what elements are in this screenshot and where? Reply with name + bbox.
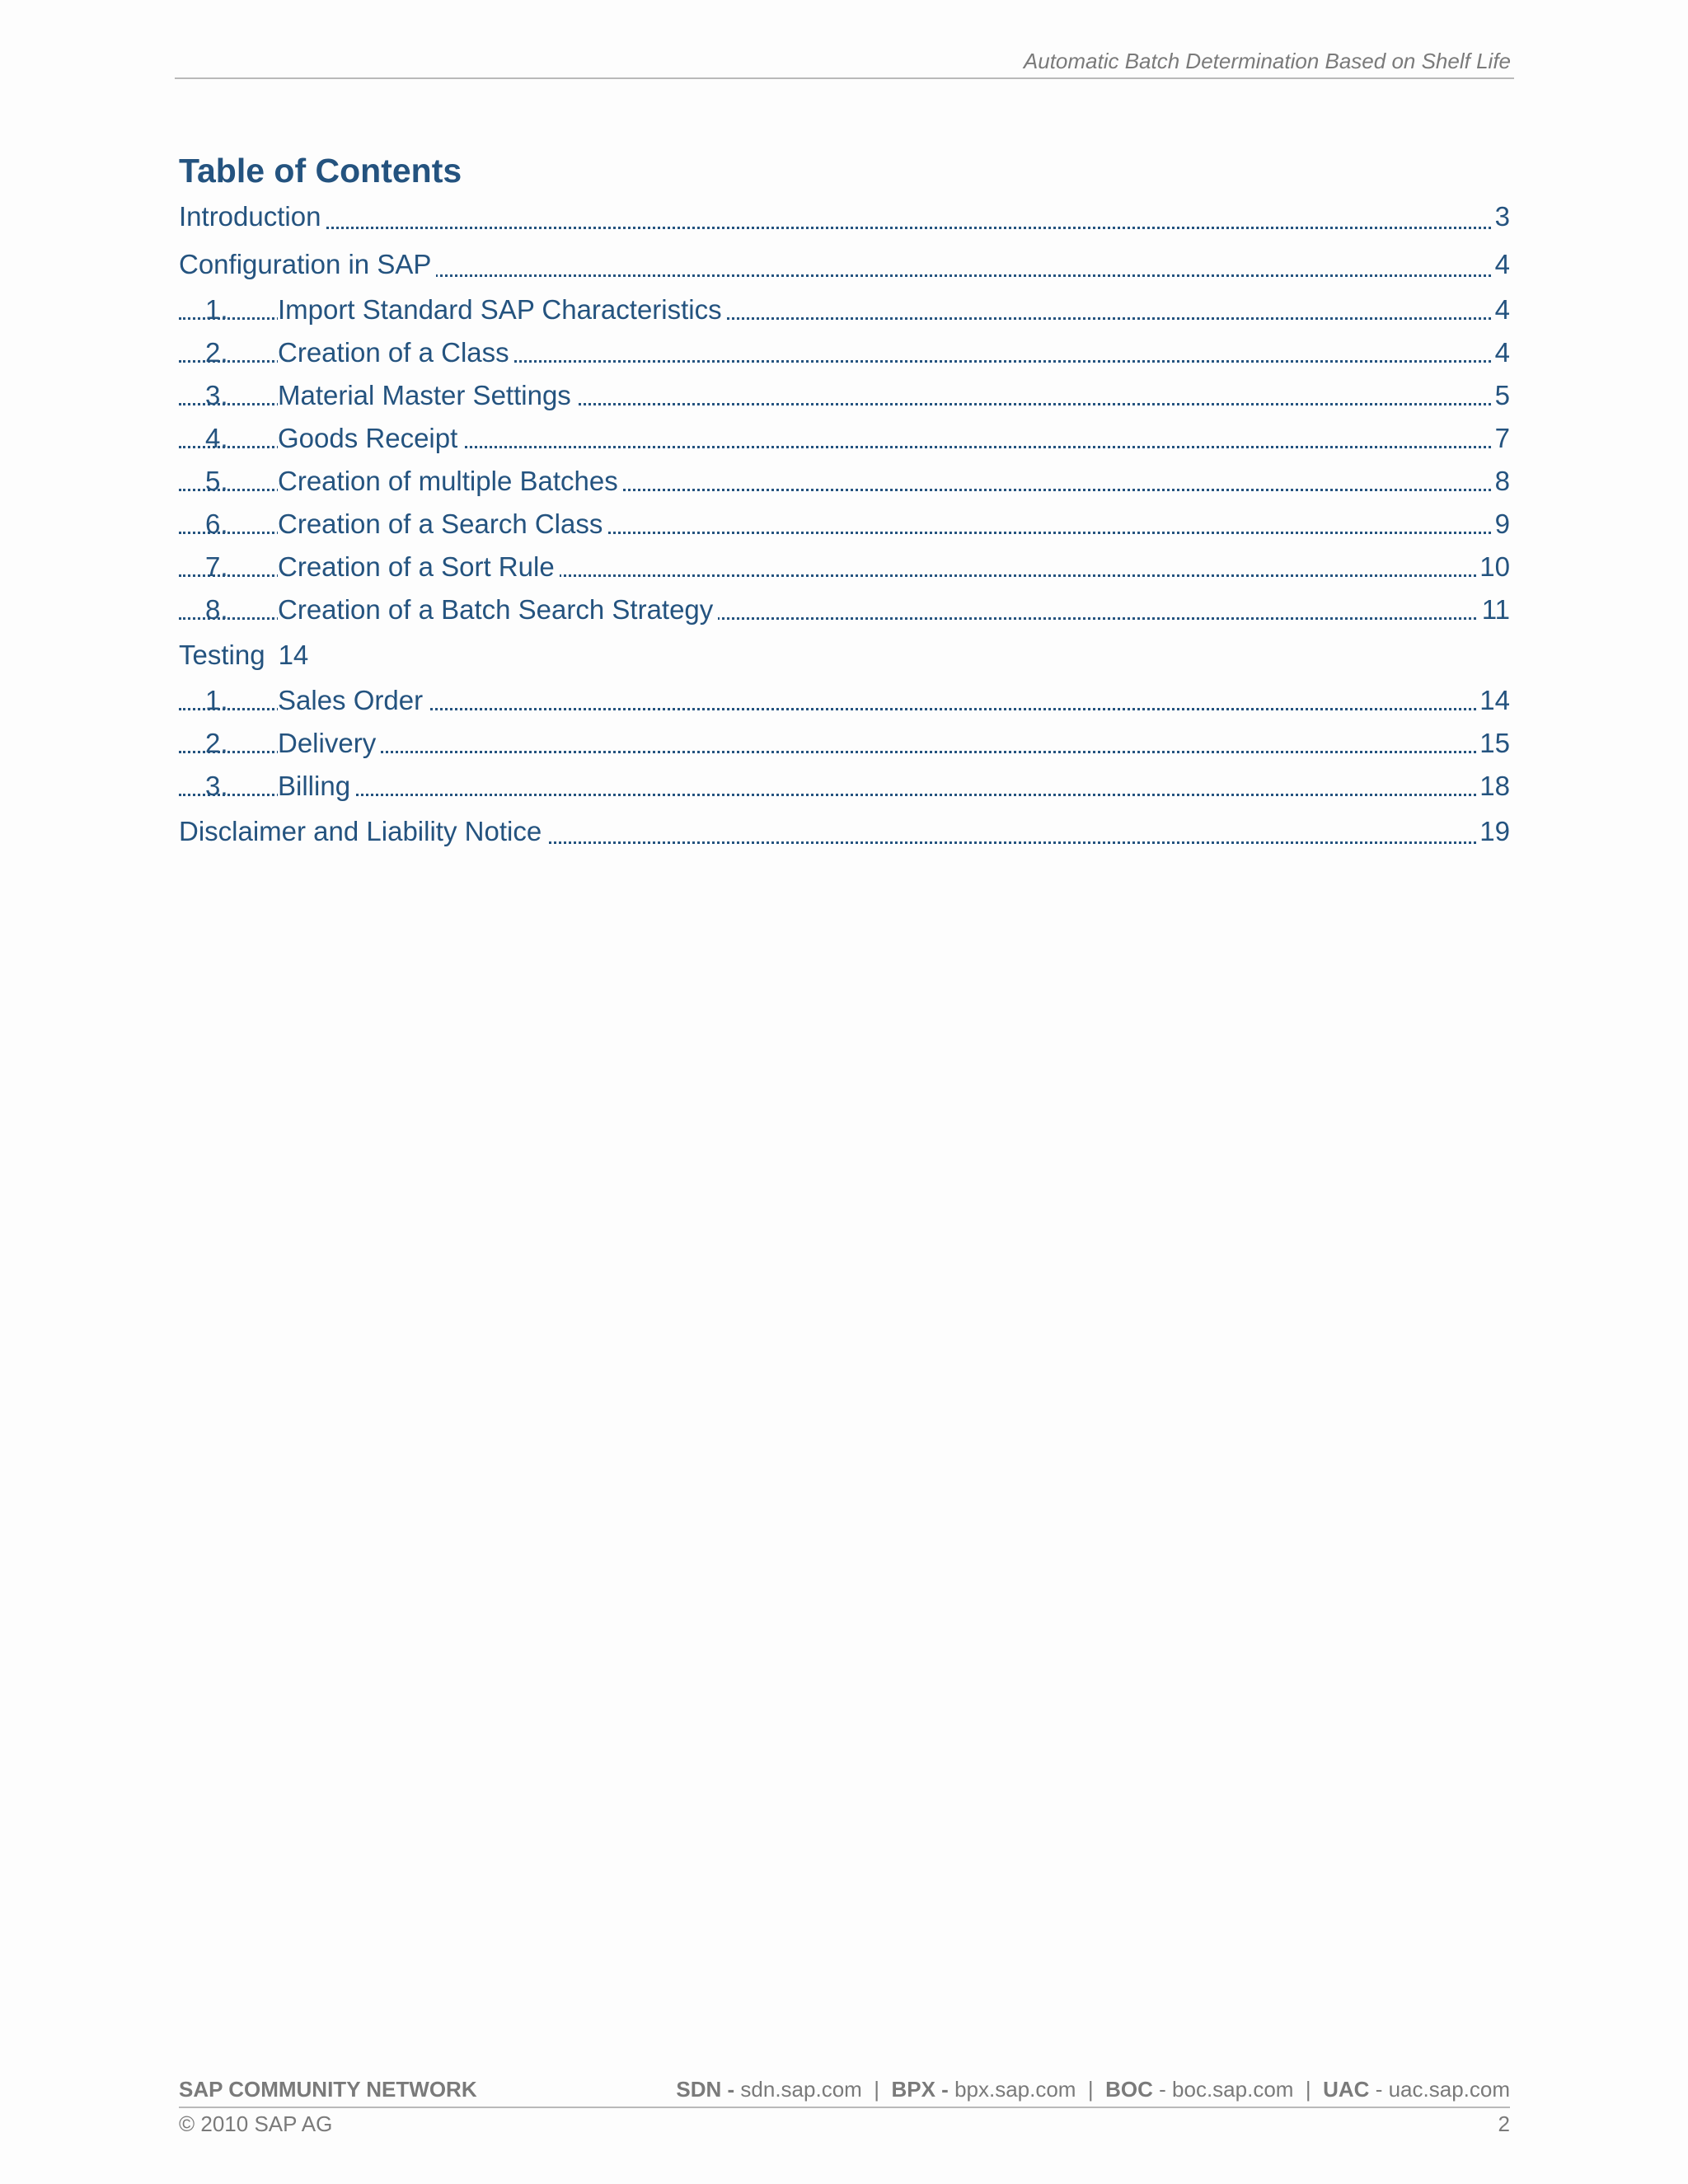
toc-entry-configuration[interactable] <box>179 241 1510 288</box>
page-header <box>175 48 1514 79</box>
toc-entry-introduction[interactable] <box>179 193 1510 241</box>
toc-entry-number: 7. <box>205 551 228 582</box>
bpx-label: BPX - <box>891 2077 949 2102</box>
toc-entry-number: 6. <box>205 509 228 539</box>
toc-entry-number: 2. <box>205 728 228 758</box>
toc-entry-label: Sales Order <box>278 679 428 722</box>
toc-entry-label: Creation of a Class <box>278 331 514 374</box>
page-footer <box>179 2077 1510 2141</box>
toc-entry-goods-receipt[interactable] <box>179 417 1510 460</box>
toc-entry-delivery[interactable] <box>179 722 1510 765</box>
toc-entry-creation-class[interactable] <box>179 331 1510 374</box>
toc-entry-page: 14 <box>275 631 309 679</box>
toc-entry-sales-order[interactable] <box>179 679 1510 722</box>
toc-entry-number: 1. <box>205 685 228 715</box>
toc-entry-import-characteristics[interactable] <box>179 288 1510 331</box>
copyright: © 2010 SAP AG <box>179 2111 333 2136</box>
toc-entry-number: 3. <box>205 771 228 801</box>
table-of-contents <box>179 148 1510 855</box>
bpx-link[interactable]: bpx.sap.com <box>954 2077 1076 2102</box>
toc-entry-label: Delivery <box>278 722 381 765</box>
toc-entry-label: Billing <box>278 765 355 808</box>
toc-entry-disclaimer[interactable] <box>179 808 1510 855</box>
toc-entry-label: Disclaimer and Liability Notice <box>179 808 546 855</box>
footer-brand: SAP COMMUNITY NETWORK <box>179 2077 477 2102</box>
footer-top-row <box>179 2077 1510 2108</box>
toc-entry-label: Creation of multiple Batches <box>278 460 623 503</box>
toc-entry-sort-rule[interactable] <box>179 546 1510 588</box>
toc-entry-number: 1. <box>205 294 228 325</box>
toc-entry-label: Goods Receipt <box>278 417 462 460</box>
toc-entry-page: 4 <box>1492 288 1510 331</box>
uac-link[interactable]: - uac.sap.com <box>1375 2077 1510 2102</box>
dot-leader <box>179 794 1510 796</box>
toc-entry-label: Creation of a Sort Rule <box>278 546 560 588</box>
sdn-link[interactable]: sdn.sap.com <box>740 2077 862 2102</box>
toc-heading: Table of Contents <box>179 152 462 190</box>
document-title: Automatic Batch Determination Based on Shelf Life <box>1023 49 1511 73</box>
toc-entry-testing[interactable] <box>179 631 1510 679</box>
toc-entry-multiple-batches[interactable] <box>179 460 1510 503</box>
footer-bottom-row <box>179 2108 1510 2141</box>
toc-entry-page: 3 <box>1492 193 1510 241</box>
toc-entry-label: Introduction <box>179 193 326 241</box>
sdn-label: SDN - <box>676 2077 735 2102</box>
separator: | <box>1087 2077 1094 2102</box>
boc-link[interactable]: - boc.sap.com <box>1159 2077 1294 2102</box>
toc-entry-page: 11 <box>1479 588 1510 631</box>
toc-entry-page: 15 <box>1476 722 1510 765</box>
toc-entry-billing[interactable] <box>179 765 1510 808</box>
boc-label: BOC <box>1105 2077 1153 2102</box>
separator: | <box>1305 2077 1311 2102</box>
toc-entry-label: Material Master Settings <box>278 374 576 417</box>
toc-entry-page: 10 <box>1476 546 1510 588</box>
dot-leader <box>179 227 1510 229</box>
toc-entry-material-master[interactable] <box>179 374 1510 417</box>
toc-entry-page: 7 <box>1492 417 1510 460</box>
toc-entry-page: 4 <box>1492 331 1510 374</box>
toc-entry-label: Creation of a Search Class <box>278 503 607 546</box>
footer-links <box>676 2077 1510 2102</box>
toc-entry-number: 2. <box>205 337 228 368</box>
toc-entry-batch-search-strategy[interactable] <box>179 588 1510 631</box>
toc-entry-label: Import Standard SAP Characteristics <box>278 288 727 331</box>
toc-entry-label: Configuration in SAP <box>179 241 436 288</box>
toc-entry-number: 4. <box>205 423 228 453</box>
separator: | <box>874 2077 880 2102</box>
toc-entry-number: 8. <box>205 594 228 625</box>
toc-entry-page: 8 <box>1492 460 1510 503</box>
toc-entry-page: 19 <box>1476 808 1510 855</box>
toc-entry-search-class[interactable] <box>179 503 1510 546</box>
toc-entry-label: Testing <box>179 631 265 679</box>
toc-entry-page: 5 <box>1492 374 1510 417</box>
toc-entry-number: 3. <box>205 380 228 410</box>
toc-entry-page: 9 <box>1492 503 1510 546</box>
page-number: 2 <box>1498 2111 1510 2136</box>
toc-entry-label: Creation of a Batch Search Strategy <box>278 588 718 631</box>
toc-entry-number: 5. <box>205 466 228 496</box>
toc-entry-page: 18 <box>1476 765 1510 808</box>
toc-entry-page: 4 <box>1492 241 1510 288</box>
toc-entry-page: 14 <box>1476 679 1510 722</box>
uac-label: UAC <box>1323 2077 1370 2102</box>
